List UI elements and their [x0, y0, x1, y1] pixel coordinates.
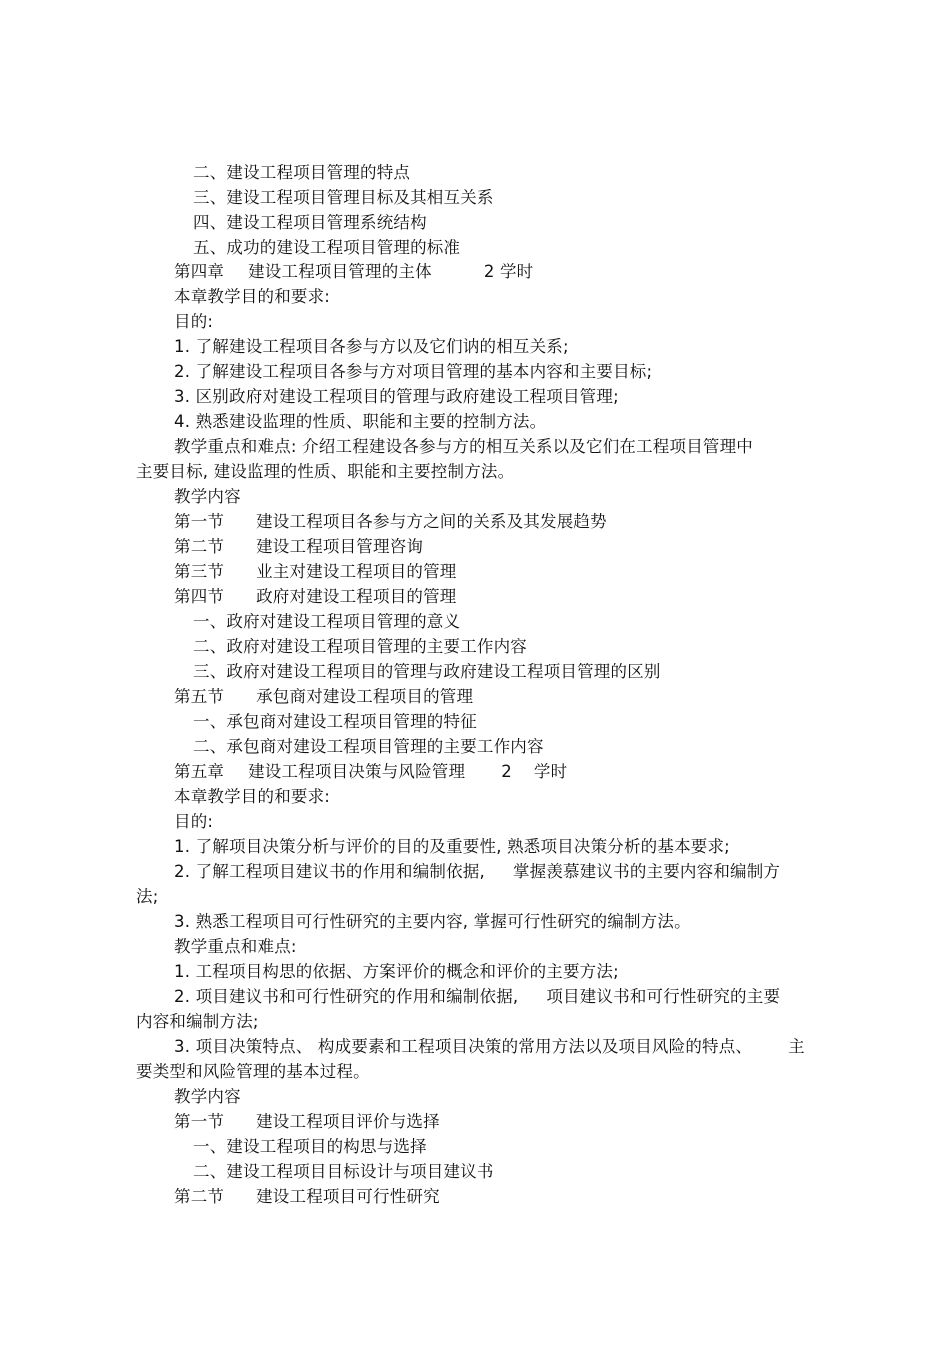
- text-line: 二、建设工程项目目标设计与项目建议书: [193, 1162, 494, 1181]
- text-line: 3. 区别政府对建设工程项目的管理与政府建设工程项目管理;: [174, 387, 619, 406]
- chapter-heading: [174, 262, 533, 282]
- section-name: 建设工程项目可行性研究: [256, 1187, 440, 1206]
- text-line: 法;: [136, 887, 159, 906]
- section-name: 承包商对建设工程项目的管理: [256, 687, 474, 706]
- text-line: 五、成功的建设工程项目管理的标准: [193, 238, 461, 257]
- section-heading: 教学内容: [174, 487, 241, 506]
- text-span: 2. 了解工程项目建议书的作用和编制依据,: [174, 862, 485, 881]
- section-name: 政府对建设工程项目的管理: [256, 587, 457, 606]
- section-number: 第二节: [174, 537, 225, 556]
- section-title: [174, 687, 473, 707]
- section-title: [174, 1112, 440, 1132]
- text-line: 本章教学目的和要求:: [174, 787, 331, 806]
- text-line: 1. 了解项目决策分析与评价的目的及重要性, 熟悉项目决策分析的基本要求;: [174, 837, 730, 856]
- text-line: 目的:: [174, 812, 214, 831]
- chapter-hours: 2: [501, 762, 512, 781]
- text-line: [174, 1037, 805, 1057]
- section-number: 第一节: [174, 512, 225, 531]
- text-line: 四、建设工程项目管理系统结构: [193, 213, 427, 232]
- section-title: [174, 512, 607, 532]
- text-line: 三、建设工程项目管理目标及其相互关系: [193, 188, 494, 207]
- section-number: 第五节: [174, 687, 225, 706]
- text-span: 掌握羡慕建议书的主要内容和编制方: [512, 862, 781, 881]
- chapter-title: 建设工程项目决策与风险管理: [248, 762, 466, 781]
- text-line: [174, 987, 780, 1007]
- section-number: 第四节: [174, 587, 225, 606]
- text-line: [174, 862, 780, 882]
- chapter-hours-unit: 学时: [533, 762, 568, 781]
- chapter-number: 第四章: [174, 262, 225, 281]
- text-line: 教学重点和难点: 介绍工程建设各参与方的相互关系以及它们在工程项目管理中: [174, 437, 754, 456]
- text-line: 一、政府对建设工程项目管理的意义: [193, 612, 461, 631]
- text-line: 本章教学目的和要求:: [174, 287, 331, 306]
- text-line: 要类型和风险管理的基本过程。: [136, 1062, 370, 1081]
- section-number: 第一节: [174, 1112, 225, 1131]
- section-title: [174, 1187, 440, 1207]
- section-name: 建设工程项目各参与方之间的关系及其发展趋势: [256, 512, 607, 531]
- chapter-heading: [174, 762, 567, 782]
- text-line: 二、承包商对建设工程项目管理的主要工作内容: [193, 737, 544, 756]
- section-heading: 教学内容: [174, 1087, 241, 1106]
- text-line: 三、政府对建设工程项目的管理与政府建设工程项目管理的区别: [193, 662, 661, 681]
- chapter-title: 建设工程项目管理的主体: [248, 262, 432, 281]
- text-line: 1. 了解建设工程项目各参与方以及它们讷的相互关系;: [174, 337, 569, 356]
- section-name: 建设工程项目管理咨询: [256, 537, 424, 556]
- text-line: 内容和编制方法;: [136, 1012, 259, 1031]
- text-line: 3. 熟悉工程项目可行性研究的主要内容, 掌握可行性研究的编制方法。: [174, 912, 691, 931]
- text-line: 主要目标, 建设监理的性质、职能和主要控制方法。: [136, 462, 515, 481]
- text-line: 目的:: [174, 312, 214, 331]
- text-span: 主: [788, 1037, 805, 1056]
- text-span: 3. 项目决策特点、 构成要素和工程项目决策的常用方法以及项目风险的特点、: [174, 1037, 753, 1056]
- section-number: 第三节: [174, 562, 225, 581]
- text-line: 2. 了解建设工程项目各参与方对项目管理的基本内容和主要目标;: [174, 362, 653, 381]
- section-title: [174, 587, 457, 607]
- text-line: 一、建设工程项目的构思与选择: [193, 1137, 427, 1156]
- text-line: 教学重点和难点:: [174, 937, 297, 956]
- section-number: 第二节: [174, 1187, 225, 1206]
- text-line: 一、承包商对建设工程项目管理的特征: [193, 712, 477, 731]
- text-line: 二、建设工程项目管理的特点: [193, 163, 411, 182]
- chapter-hours: 2 学时: [483, 262, 534, 281]
- section-name: 建设工程项目评价与选择: [256, 1112, 440, 1131]
- text-span: 2. 项目建议书和可行性研究的作用和编制依据,: [174, 987, 519, 1006]
- text-span: 项目建议书和可行性研究的主要: [546, 987, 781, 1006]
- section-name: 业主对建设工程项目的管理: [256, 562, 457, 581]
- section-title: [174, 562, 457, 582]
- text-line: 4. 熟悉建设监理的性质、职能和主要的控制方法。: [174, 412, 547, 431]
- chapter-number: 第五章: [174, 762, 225, 781]
- text-line: 1. 工程项目构思的依据、方案评价的概念和评价的主要方法;: [174, 962, 619, 981]
- section-title: [174, 537, 423, 557]
- text-line: 二、政府对建设工程项目管理的主要工作内容: [193, 637, 527, 656]
